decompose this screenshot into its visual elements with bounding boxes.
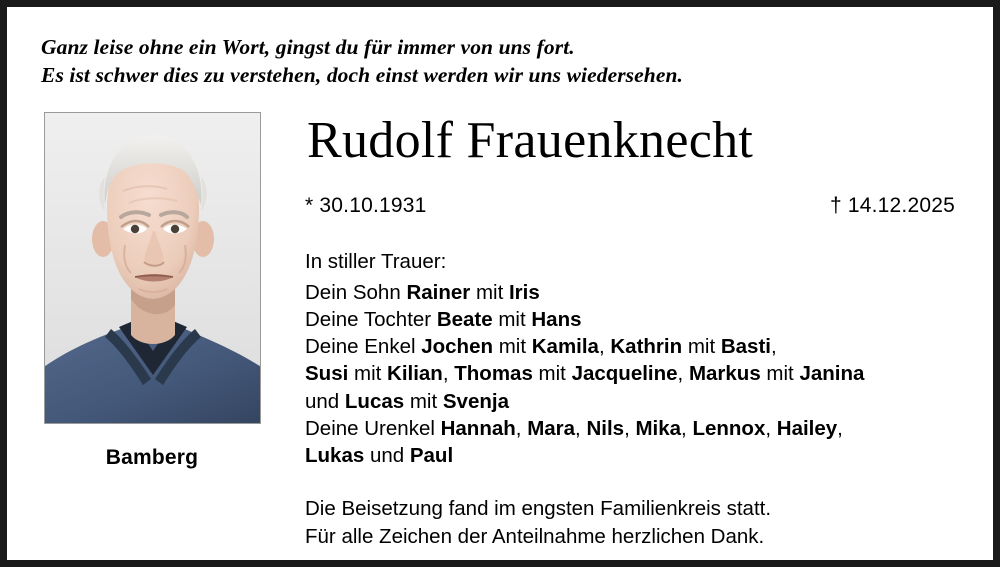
mourners-line — [305, 360, 959, 387]
mourner-name: Nils — [586, 416, 625, 440]
mourner-name: Kamila — [531, 335, 599, 359]
verse-line-2: Es ist schwer dies zu verstehen, doch einst werden wir uns wiedersehen. — [41, 63, 684, 88]
mourner-name: Basti — [720, 335, 771, 359]
memorial-verse — [41, 33, 959, 90]
city-label: Bamberg — [105, 445, 199, 469]
mourner-text: mit — [492, 307, 532, 331]
mourner-name: Thomas — [454, 362, 533, 386]
mourners-line — [305, 388, 959, 415]
mourner-name: Kathrin — [610, 335, 683, 359]
mourner-text: , — [677, 362, 689, 386]
mourners-line — [305, 306, 959, 333]
mourner-name: Mara — [527, 416, 576, 440]
mourner-name: Jochen — [421, 335, 494, 359]
mourners-list — [305, 279, 959, 470]
mourner-text: Deine Enkel — [305, 335, 422, 359]
closing-note — [305, 495, 959, 550]
mourner-name: Lukas — [305, 444, 365, 468]
mourners-line — [305, 442, 959, 469]
mourner-name: Iris — [508, 280, 540, 304]
mourner-name: Lennox — [692, 416, 766, 440]
mourner-name: Rainer — [406, 280, 471, 304]
portrait-photo — [44, 112, 261, 424]
mourner-name: Hannah — [440, 416, 516, 440]
mourner-name: Markus — [688, 362, 761, 386]
closing-line-1: Die Beisetzung fand im engsten Familienkreis statt. — [305, 497, 772, 521]
birth-date: * 30.10.1931 — [305, 194, 427, 218]
deceased-name: Rudolf Frauenknecht — [307, 111, 754, 169]
mourners-line — [305, 333, 959, 360]
mourner-text: Deine Urenkel — [305, 416, 441, 440]
mourner-text: und — [364, 444, 410, 468]
mourner-text: , — [442, 362, 455, 386]
mourner-text: Dein Sohn — [305, 280, 407, 304]
mourner-text: mit — [532, 362, 572, 386]
mourner-text: , — [598, 335, 611, 359]
mourner-name: Lucas — [344, 389, 405, 413]
mourner-name: Kilian — [387, 362, 443, 386]
mourner-text: und — [305, 389, 345, 413]
verse-line-1: Ganz leise ohne ein Wort, gingst du für immer von uns fort. — [41, 35, 575, 59]
mourner-text: mit — [470, 280, 509, 304]
mourner-text: mit — [760, 362, 800, 386]
life-dates — [305, 194, 959, 218]
mourner-name: Svenja — [442, 389, 509, 413]
mourner-name: Hailey — [776, 416, 838, 440]
mourner-text: , — [681, 416, 693, 440]
mourner-text: , — [765, 416, 777, 440]
mourner-name: Mika — [635, 416, 682, 440]
closing-line-2: Für alle Zeichen der Anteilnahme herzlichen Dank. — [305, 524, 765, 548]
mourner-text: , — [624, 416, 636, 440]
mourner-text: mit — [682, 335, 721, 359]
mourner-text: mit — [493, 335, 532, 359]
mourner-name: Jacqueline — [571, 362, 678, 386]
photo-column — [41, 112, 263, 470]
obituary-body — [41, 112, 959, 550]
text-column — [263, 112, 959, 550]
mourner-name: Beate — [436, 307, 493, 331]
mourner-name: Paul — [409, 444, 454, 468]
mourners-lead: In stiller Trauer: — [305, 250, 447, 274]
mourner-text: , — [770, 335, 777, 359]
portrait-illustration — [45, 113, 260, 423]
death-date: † 14.12.2025 — [829, 194, 955, 218]
mourner-text: , — [515, 416, 528, 440]
mourner-name: Susi — [305, 362, 349, 386]
mourners-block — [305, 248, 959, 469]
mourner-name: Hans — [531, 307, 582, 331]
mourner-text: mit — [404, 389, 443, 413]
mourner-text: Deine Tochter — [305, 307, 437, 331]
mourner-text: , — [575, 416, 587, 440]
mourner-text: mit — [348, 362, 388, 386]
mourner-name: Janina — [799, 362, 865, 386]
mourner-text: , — [837, 416, 843, 440]
mourners-line — [305, 415, 959, 442]
mourners-line — [305, 279, 959, 306]
